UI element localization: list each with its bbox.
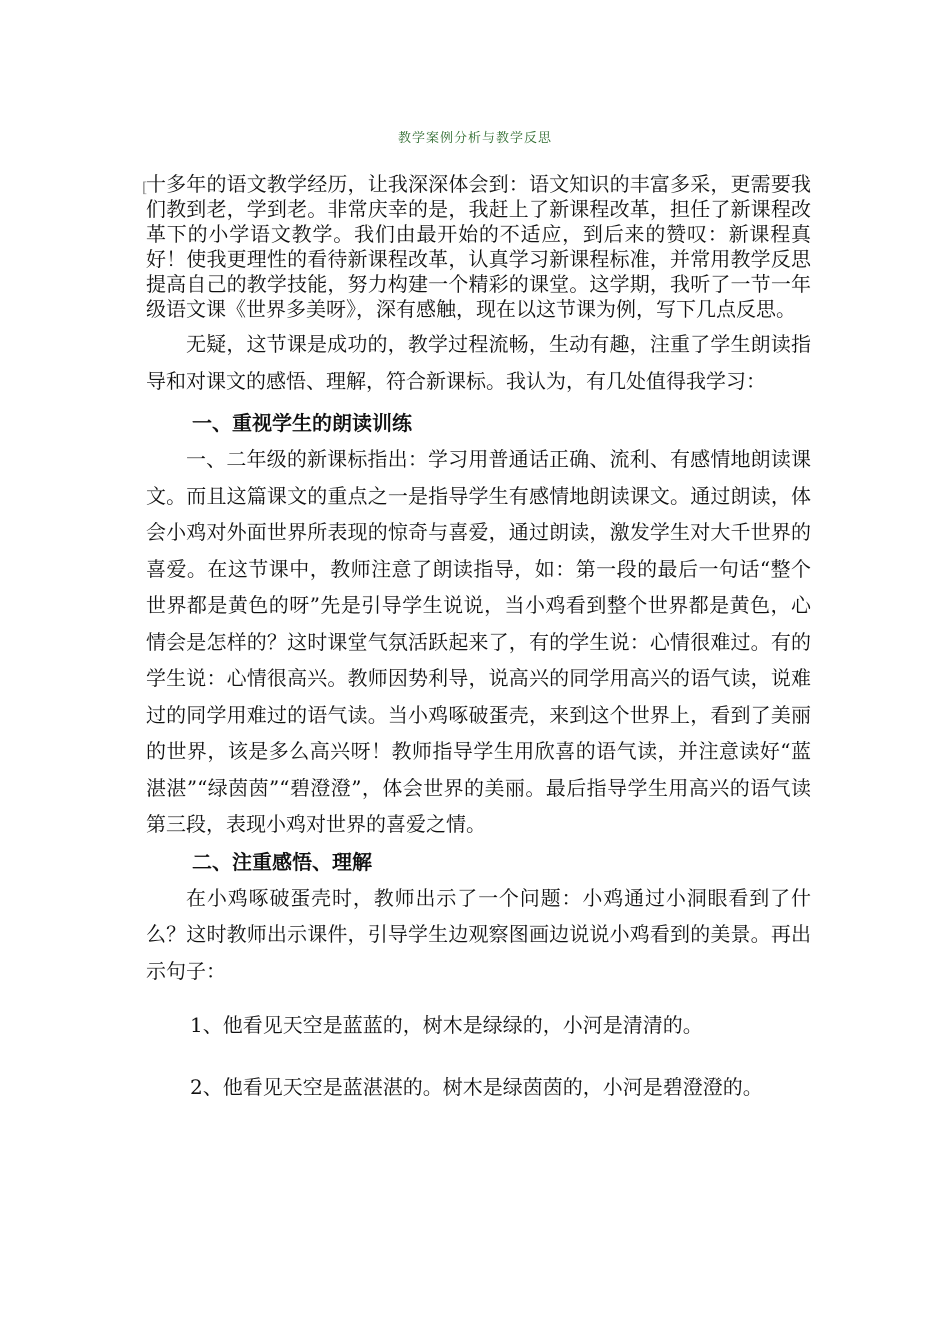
paragraph-summary: 无疑，这节课是成功的，教学过程流畅，生动有趣，注重了学生朗读指导和对课文的感悟、理解，符合新课标。我认为，有几处值得我学习： [146, 332, 811, 393]
bracket-mark: [ [142, 180, 148, 196]
intro-text: 十多年的语文教学经历，让我深深体会到：语文知识的丰富多采，更需要我们教到老，学到老。非常庆幸的是，我赶上了新课程改革，担任了新课程改革下的小学语文教学。我们由最开始的不适应，到后来的赞叹：新课程真好！使我更理性的看待新课程改革，认真学习新课程标准，并常用教学反思提高自己的教学技能，努力构建一个精彩的课堂。这学期，我听了一节一年级语文课《世界多美呀》，深有感触，现在以这节课为例，写下几点反思。 [146, 172, 811, 321]
example-sentence-1: 1、他看见天空是蓝蓝的，树木是绿绿的，小河是清清的。 [190, 1013, 703, 1037]
example-sentence-2: 2、他看见天空是蓝湛湛的。树木是绿茵茵的，小河是碧澄澄的。 [190, 1075, 763, 1099]
page-header-title: 教学案例分析与教学反思 [397, 131, 552, 146]
document-body [142, 172, 811, 1105]
intro-paragraph [142, 172, 811, 322]
section-1-body: 一、二年级的新课标指出：学习用普通话正确、流利、有感情地朗读课文。而且这篇课文的重点之一是指导学生有感情地朗读课文。通过朗读，体会小鸡对外面世界所表现的惊奇与喜爱，通过朗读，激发学生对大千世界的喜爱。在这节课中，教师注意了朗读指导，如：第一段的最后一句话“整个世界都是黄色的呀”先是引导学生说说，当小鸡看到整个世界都是黄色，心情会是怎样的？这时课堂气氛活跃起来了，有的学生说：心情很难过。有的学生说：心情很高兴。教师因势利导，说高兴的同学用高兴的语气读，说难过的同学用难过的语气读。当小鸡啄破蛋壳，来到这个世界上，看到了美丽的世界，该是多么高兴呀！教师指导学生用欣喜的语气读，并注意读好“蓝湛湛”“绿茵茵”“碧澄澄”，体会世界的美丽。最后指导学生用高兴的语气读第三段，表现小鸡对世界的喜爱之情。 [146, 447, 811, 836]
section-1-heading: 一、重视学生的朗读训练 [192, 411, 412, 435]
section-2-body: 在小鸡啄破蛋壳时，教师出示了一个问题：小鸡通过小洞眼看到了什么？这时教师出示课件，引导学生边观察图画边说说小鸡看到的美景。再出示句子： [146, 885, 811, 983]
section-2-heading: 二、注重感悟、理解 [192, 849, 372, 874]
